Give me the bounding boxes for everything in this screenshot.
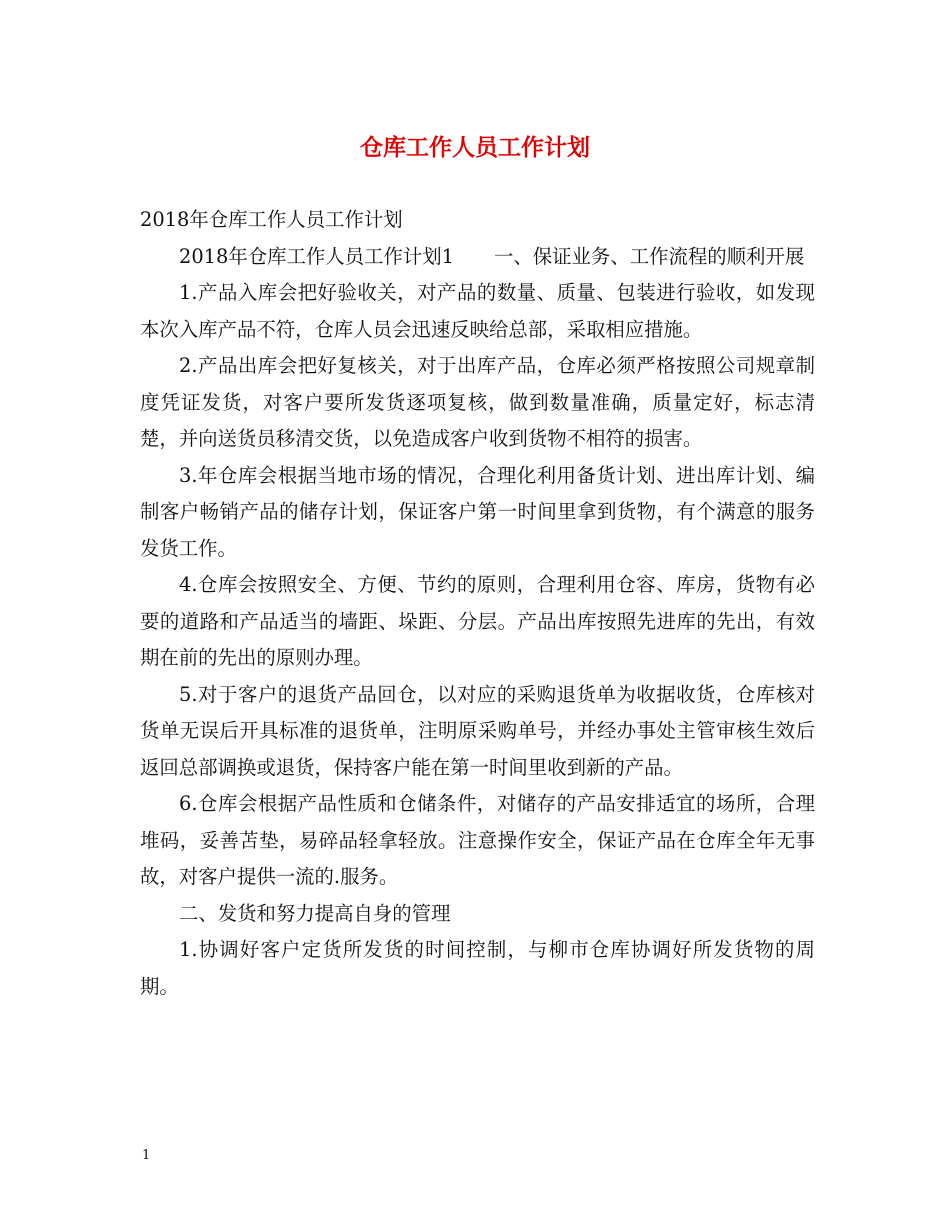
section-heading-2: 二、发货和努力提高自身的管理 (179, 901, 451, 925)
section-heading-1-text: 一、保证业务、工作流程的顺利开展 (493, 244, 805, 268)
paragraph-3: 3.年仓库会根据当地市场的情况，合理化利用备货计划、进出库计划、编制客户畅销产品的储存计划，保证客户第一时间里拿到货物，有个满意的服务发货工作。 (140, 463, 815, 560)
section-heading-1-title: 2018年仓库工作人员工作计划1 (179, 244, 454, 268)
document-subtitle: 2018年仓库工作人员工作计划 (140, 208, 403, 231)
paragraph-6: 6.仓库会根据产品性质和仓储条件，对储存的产品安排适宜的场所，合理堆码，妥善苫垫，易碎品轻拿轻放。注意操作安全，保证产品在仓库全年无事故，对客户提供一流的.服务。 (140, 792, 815, 888)
paragraph-1: 1.产品入库会把好验收关，对产品的数量、质量、包装进行验收，如发现本次入库产品不符，仓库人员会迅速反映给总部，采取相应措施。 (140, 281, 815, 341)
paragraph-4: 4.仓库会按照安全、方便、节约的原则，合理利用仓容、库房，货物有必要的道路和产品适当的墙距、垛距、分层。产品出库按照先进库的先出，有效期在前的先出的原则办理。 (140, 573, 815, 669)
paragraph-7: 1.协调好客户定货所发货的时间控制，与柳市仓库协调好所发货物的周期。 (140, 938, 815, 998)
paragraph-5: 5.对于客户的退货产品回仓，以对应的采购退货单为收据收货，仓库核对货单无误后开具标准的退货单，注明原采购单号，并经办事处主管审核生效后返回总部调换或退货，保持客户能在第一时间里收到新的产品。 (140, 682, 815, 779)
page-number: 1 (142, 1148, 151, 1163)
section-heading-1 (140, 239, 815, 276)
paragraph-2: 2.产品出库会把好复核关，对于出库产品，仓库必须严格按照公司规章制度凭证发货，对客户要所发货逐项复核，做到数量准确，质量定好，标志清楚，并向送货员移清交货，以免造成客户收到货物不相符的损害。 (140, 354, 815, 450)
document-title: 仓库工作人员工作计划 (360, 134, 590, 161)
document-body (140, 202, 815, 1005)
